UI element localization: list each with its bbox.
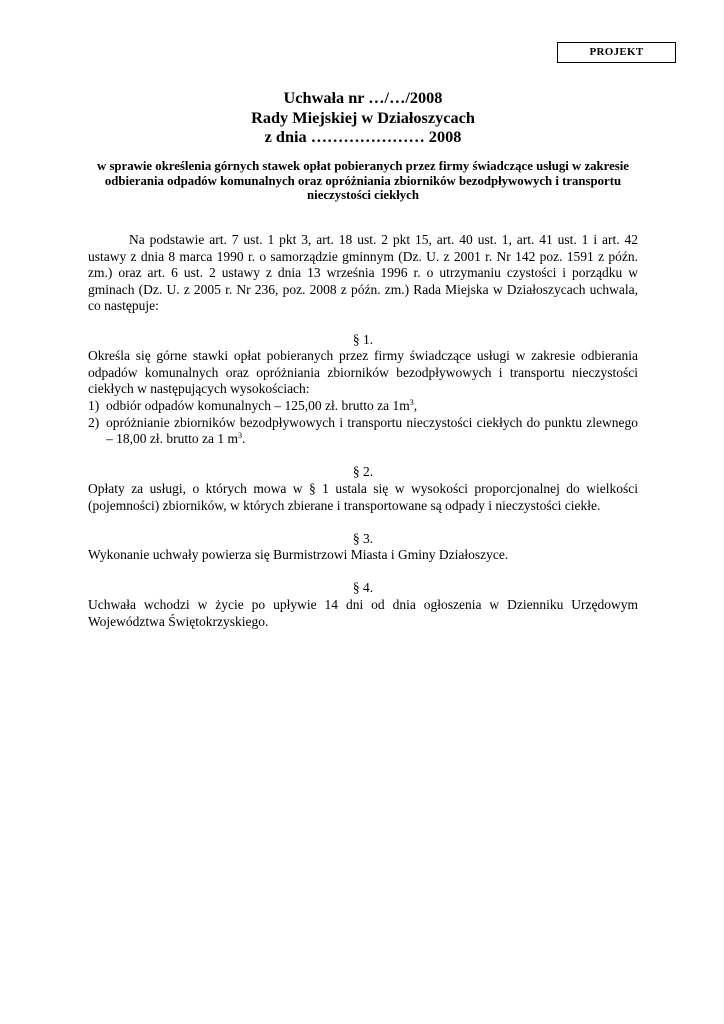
section-2-heading: § 2. [352,464,374,480]
section-4-heading: § 4. [352,580,374,596]
list-item [88,398,638,415]
list-item-number: 2) [88,414,100,430]
section-1-heading: § 1. [352,331,374,347]
resolution-title [88,88,638,147]
section-4-text: Uchwała wchodzi w życie po upływie 14 dni od dnia ogłoszenia w Dzienniku Urzędowym Województwa Świętokrzyskiego. [88,597,638,629]
list-item-sup: 3 [237,431,242,441]
list-item-tail: , [413,397,418,413]
title-date: z dnia ………………… 2008 [264,127,462,146]
section-3-text: Wykonanie uchwały powierza się Burmistrzowi Miasta i Gminy Działoszyce. [88,547,509,563]
list-item-sup: 3 [409,397,414,407]
preamble: Na podstawie art. 7 ust. 1 pkt 3, art. 18 ust. 2 pkt 15, art. 40 ust. 1, art. 41 ust. 1 i art. 42 ustawy z dnia 8 marca 1990 r. o samorządzie gminnym (Dz. U. z 2001 r. Nr 142 poz. 1591 z późn. zm.) oraz art. 6 ust. 2 ustawy z dnia 13 września 1996 r. o utrzymaniu czystości i porządku w gminach (Dz. U. z 2005 r. Nr 236, poz. 2008 z późn. zm.) Rada Miejska w Działoszycach uchwala, co następuje: [88,232,638,314]
resolution-body [88,232,638,630]
section-3-heading: § 3. [352,530,374,546]
section-1-list [88,398,638,448]
section-1-text: Określa się górne stawki opłat pobieranych przez firmy świadczące usługi w zakresie odbierania odpadów komunalnych oraz opróżniania zbiorników bezodpływowych i transportu nieczystości ciekłych w następujących wysokościach: [88,348,638,397]
list-item-text: opróżnianie zbiorników bezodpływowych i transportu nieczystości ciekłych do punktu zlewnego – 18,00 zł. brutto za 1 m [106,414,638,447]
list-item-tail: . [241,431,246,447]
list-item-number: 1) [88,397,100,413]
section-2-text: Opłaty za usługi, o których mowa w § 1 ustala się w wysokości proporcjonalnej do wielkości (pojemności) zbiorników, w których zbierane i transportowane są odpady i nieczystości ciekłe. [88,480,638,513]
title-council: Rady Miejskiej w Działoszycach [251,107,475,127]
resolution-subject: w sprawie określenia górnych stawek opłat pobieranych przez firmy świadczące usługi w zakresie odbierania odpadów komunalnych oraz opróżniania zbiorników bezodpływowych i transportu nieczystości ciekłych [97,159,629,203]
list-item [88,415,638,448]
title-number: Uchwała nr …/…/2008 [283,88,443,107]
projekt-stamp: PROJEKT [557,42,676,63]
list-item-text: odbiór odpadów komunalnych – 125,00 zł. brutto za 1m [106,397,410,413]
